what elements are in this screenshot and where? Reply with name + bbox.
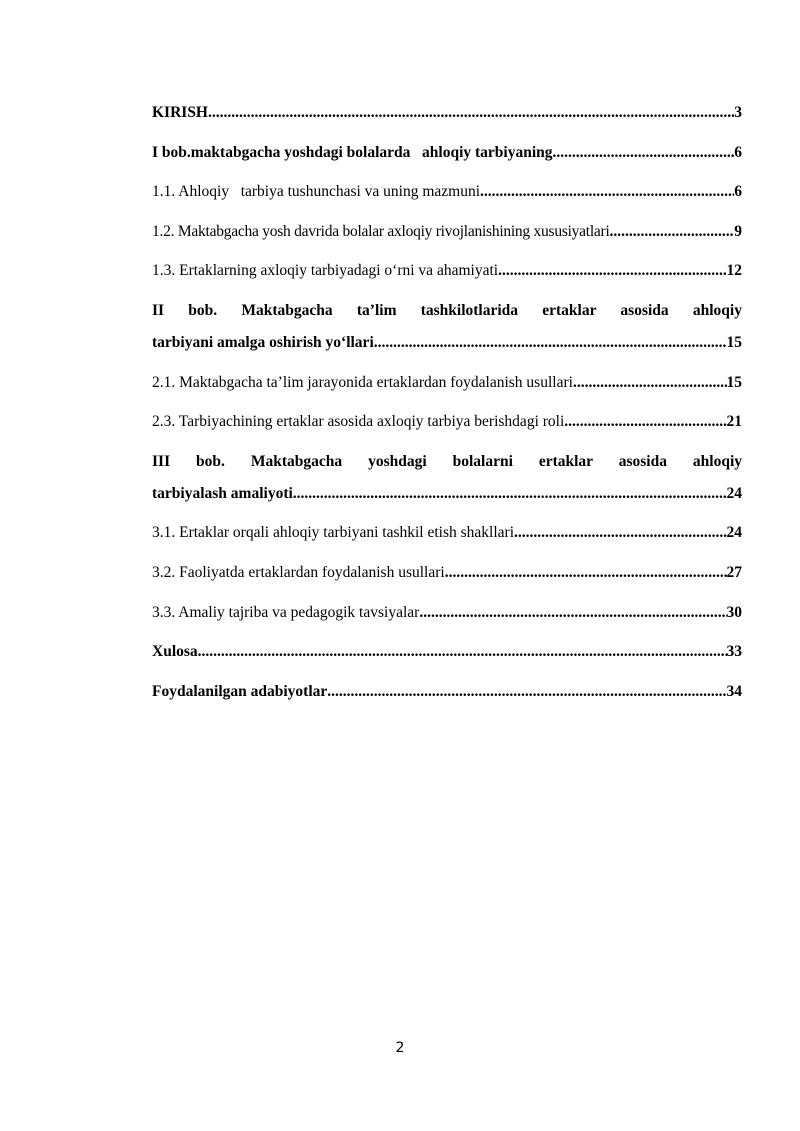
toc-entry-page: 3 (734, 104, 742, 121)
toc-dot-leader (514, 523, 726, 543)
toc-entry-page: 12 (726, 262, 742, 280)
toc-entry-adabiyotlar (152, 682, 742, 702)
toc-entry-page: 6 (734, 183, 742, 201)
toc-dot-leader (374, 333, 727, 353)
toc-dot-leader (564, 412, 726, 432)
toc-entry-chapter-1 (152, 143, 742, 163)
toc-entry-section-1-1 (152, 182, 742, 202)
toc-entry-section-1-3 (152, 261, 742, 281)
toc-entry-page: 30 (726, 603, 742, 621)
toc-entry-title-line-2-row (152, 484, 742, 504)
page-number: 2 (395, 1040, 405, 1056)
toc-entry-kirish (152, 103, 742, 123)
toc-entry-page: 15 (726, 373, 742, 391)
toc-entry-title: 1.2. Maktabgacha yosh davrida bolalar axloqiy rivojlanishining xususiyatlari (152, 222, 610, 240)
toc-entry-title: 1.3. Ertaklarning axloqiy tarbiyadagi o‘rni va ahamiyati (152, 262, 499, 280)
toc-dot-leader (445, 563, 727, 583)
toc-dot-leader (293, 484, 727, 504)
toc-dot-leader (480, 182, 734, 202)
toc-entry-section-2-3 (152, 412, 742, 432)
toc-entry-section-3-1 (152, 523, 742, 543)
toc-entry-title-line-2: tarbiyani amalga oshirish yo‘llari (152, 333, 374, 351)
toc-entry-page: 34 (726, 682, 742, 700)
toc-entry-section-3-2 (152, 563, 742, 583)
toc-entry-title: KIRISH (152, 104, 208, 121)
toc-entry-page: 27 (726, 563, 742, 581)
toc-entry-chapter-3 (152, 452, 742, 504)
toc-entry-page: 21 (726, 413, 742, 431)
toc-entry-title: 3.3. Amaliy tajriba va pedagogik tavsiyalar (152, 603, 420, 621)
toc-entry-title: 1.1. Ahloqiy tarbiya tushunchasi va uning mazmuni (152, 183, 481, 201)
toc-entry-title: 3.2. Faoliyatda ertaklardan foydalanish usullari (152, 563, 445, 581)
toc-entry-chapter-2 (152, 301, 742, 353)
toc-entry-title-line-2-row (152, 333, 742, 353)
toc-entry-xulosa (152, 642, 742, 662)
toc-entry-title: 2.1. Maktabgacha ta’lim jarayonida ertaklardan foydalanish usullari (152, 373, 573, 391)
toc-entry-page: 6 (734, 143, 742, 161)
toc-entry-title-line-1: III bob. Maktabgacha yoshdagi bolalarni ertaklar asosida ahloqiy (152, 452, 742, 470)
toc-entry-page: 33 (726, 643, 742, 661)
toc-dot-leader (208, 103, 734, 123)
toc-entry-section-2-1 (152, 373, 742, 393)
toc-entry-title: Foydalanilgan adabiyotlar (152, 682, 328, 700)
toc-entry-title: Xulosa (152, 643, 198, 661)
toc-entry-page: 24 (726, 524, 742, 542)
toc-dot-leader (198, 642, 727, 662)
toc-entry-title: I bob.maktabgacha yoshdagi bolalarda ahloqiy tarbiyaning (152, 143, 553, 161)
toc-dot-leader (610, 222, 735, 242)
toc-entry-section-3-3 (152, 603, 742, 623)
toc-dot-leader (553, 143, 735, 163)
table-of-contents (152, 103, 742, 721)
toc-dot-leader (327, 682, 726, 702)
toc-entry-title-line-2: tarbiyalash amaliyoti (152, 484, 293, 502)
toc-entry-page: 15 (726, 333, 742, 351)
toc-entry-section-1-2 (152, 222, 742, 242)
toc-dot-leader (498, 261, 726, 281)
toc-entry-title-line-1: II bob. Maktabgacha ta’lim tashkilotlarida ertaklar asosida ahloqiy (152, 301, 742, 319)
toc-entry-page: 24 (726, 484, 742, 502)
toc-entry-title: 3.1. Ertaklar orqali ahloqiy tarbiyani tashkil etish shakllari (152, 524, 515, 542)
toc-dot-leader (419, 603, 726, 623)
toc-entry-title: 2.3. Tarbiyachining ertaklar asosida axloqiy tarbiya berishdagi roli (152, 413, 565, 431)
toc-entry-page: 9 (734, 222, 742, 240)
toc-dot-leader (573, 373, 727, 393)
